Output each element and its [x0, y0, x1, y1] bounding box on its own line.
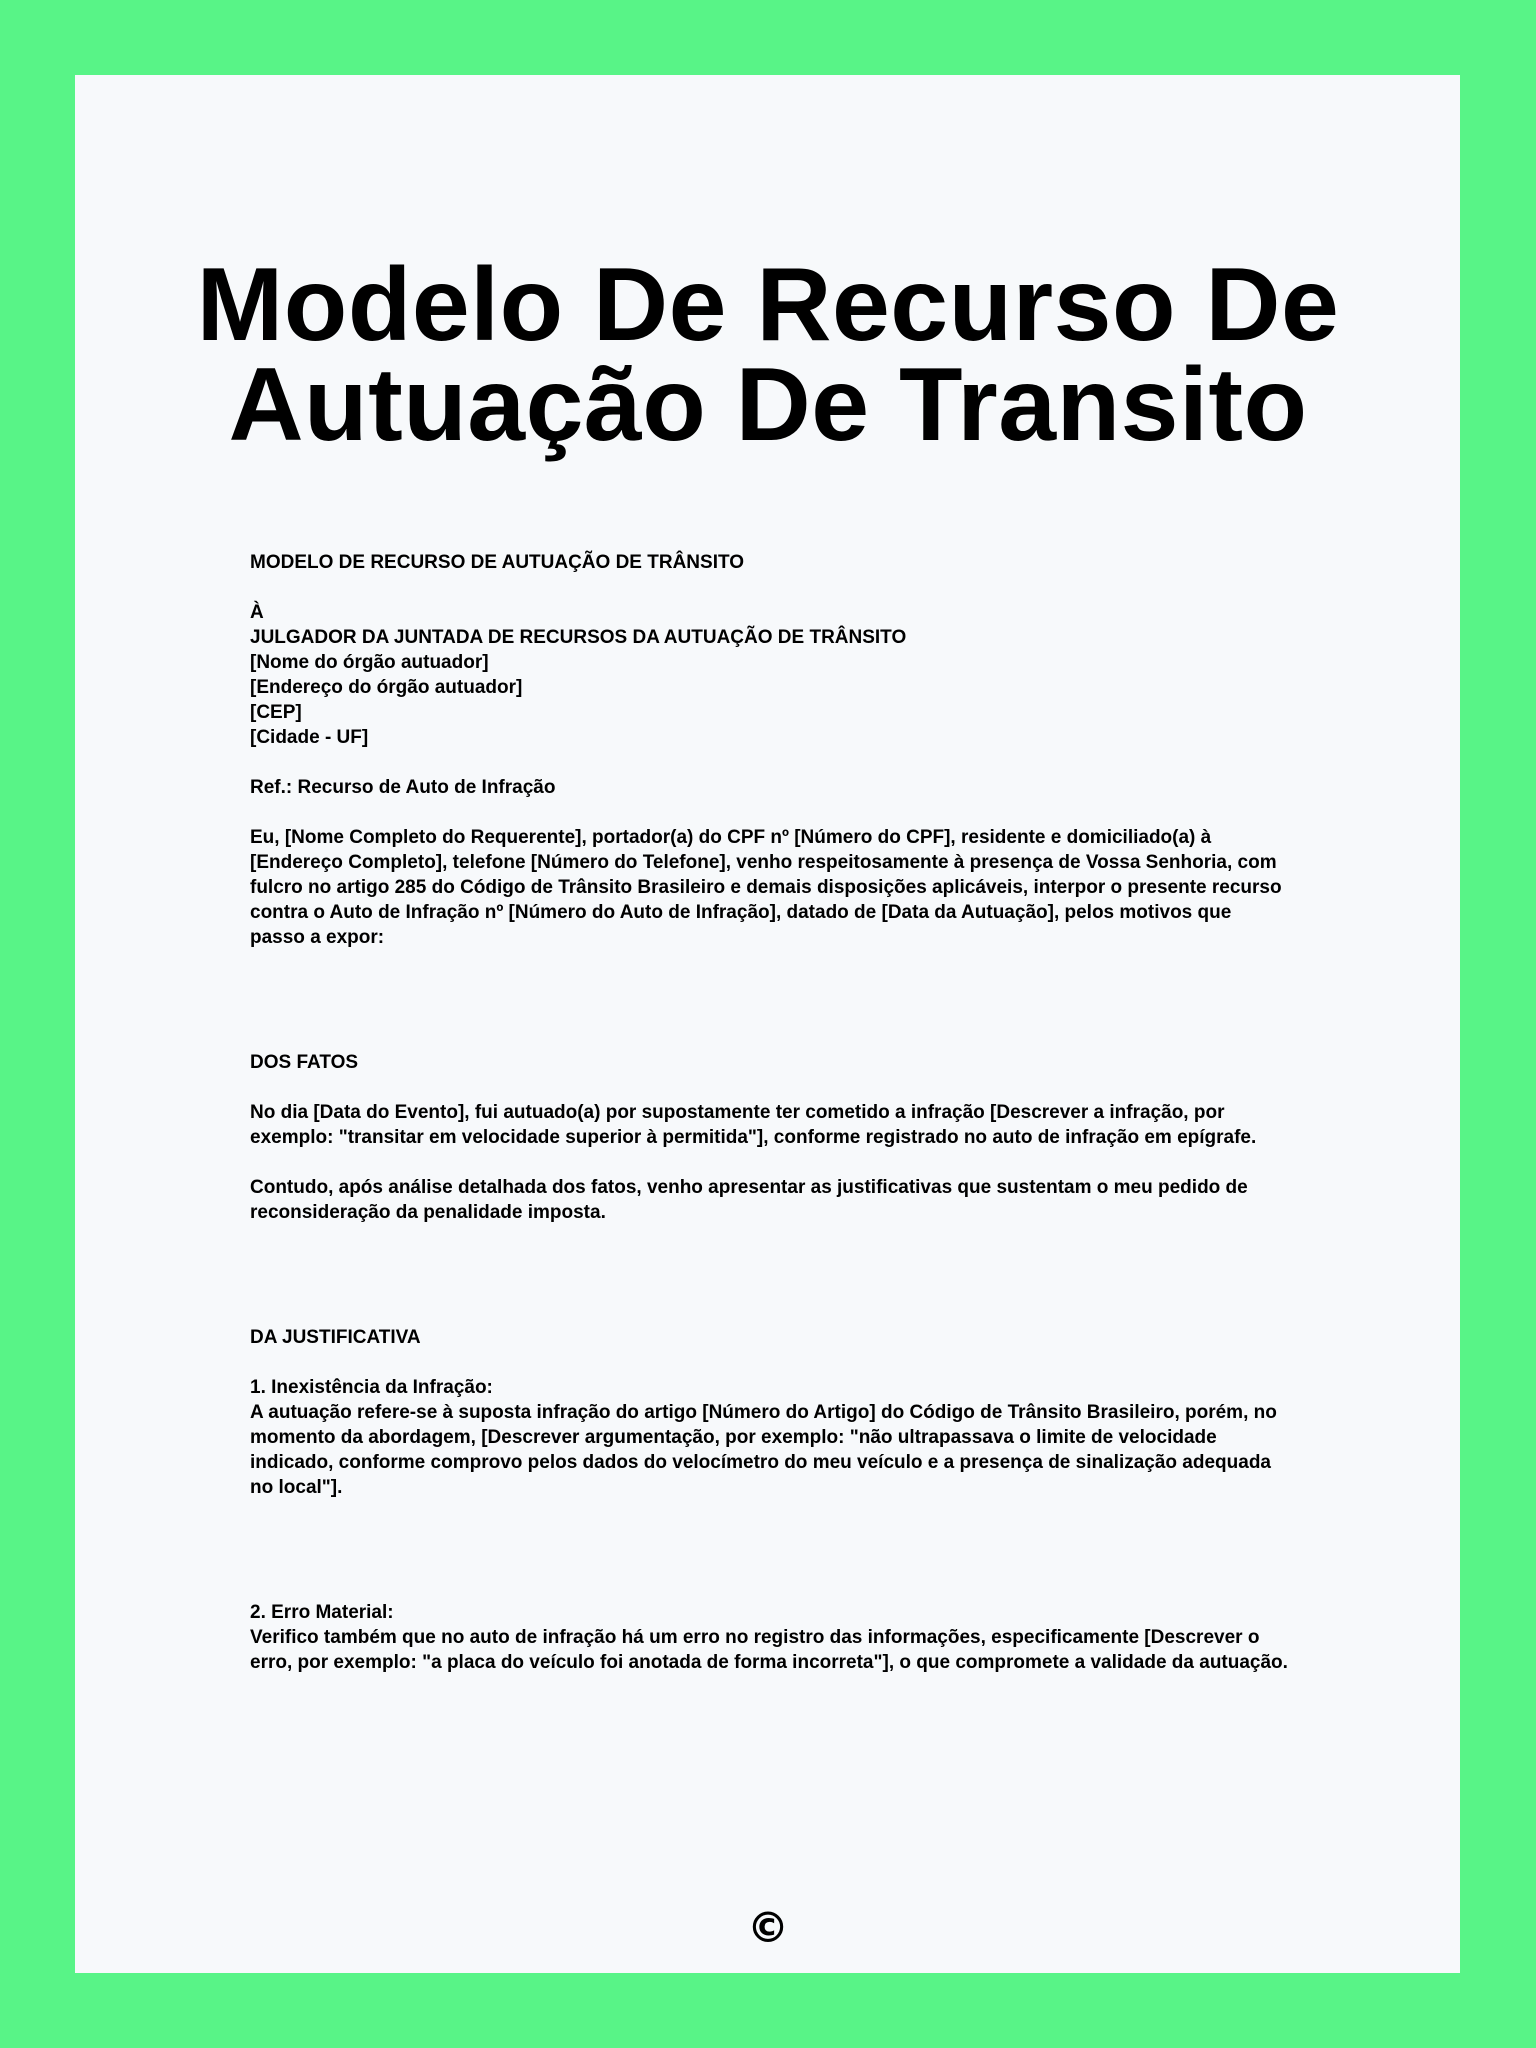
document-heading: MODELO DE RECURSO DE AUTUAÇÃO DE TRÂNSITO [250, 552, 745, 573]
copyright-icon: © [747, 1903, 789, 1952]
justification-item-1-title: 1. Inexistência da Infração: [250, 1377, 493, 1398]
addressee-city: [Cidade - UF] [250, 727, 369, 748]
title-line-1: Modelo De Recurso De [196, 247, 1340, 363]
spacer [250, 1350, 1290, 1375]
facts-paragraph-1: No dia [Data do Evento], fui autuado(a) por supostamente ter cometido a infração [Descrever a infração, por exemplo: "transitar em velocidade superior à permitida"], conforme registrado no auto de infração em epígrafe. [250, 1102, 1257, 1148]
spacer [250, 950, 1290, 1050]
justification-item-2-title: 2. Erro Material: [250, 1602, 394, 1623]
document-title [0, 247, 1536, 463]
justification-item-2-text: Verifico também que no auto de infração há um erro no registro das informações, especificamente [Descrever o erro, por exemplo: "a placa do veículo foi anotada de forma incorreta"], o que compromete a validade da autuação. [250, 1627, 1288, 1673]
reference-line: Ref.: Recurso de Auto de Infração [250, 777, 556, 798]
spacer [250, 800, 1290, 825]
justification-item-1-text: A autuação refere-se à suposta infração do artigo [Número do Artigo] do Código de Trânsito Brasileiro, porém, no momento da abordagem, [Descrever argumentação, por exemplo: "não ultrapassava o limite de velocidade indicado, conforme comprovo pelos dados do velocímetro do meu veículo e a presença de sinalização adequada no local"]. [250, 1402, 1277, 1498]
addressee-cep: [CEP] [250, 702, 302, 723]
spacer [250, 1150, 1290, 1175]
spacer [250, 750, 1290, 775]
addressee-recipient: JULGADOR DA JUNTADA DE RECURSOS DA AUTUAÇÃO DE TRÂNSITO [250, 627, 907, 648]
title-line-2: Autuação De Transito [228, 347, 1308, 463]
document-body [250, 550, 1290, 1675]
addressee-org-address: [Endereço do órgão autuador] [250, 677, 523, 698]
addressee-org-name: [Nome do órgão autuador] [250, 652, 489, 673]
spacer [250, 1225, 1290, 1325]
intro-paragraph: Eu, [Nome Completo do Requerente], portador(a) do CPF nº [Número do CPF], residente e domiciliado(a) à [Endereço Completo], telefone [Número do Telefone], venho respeitosamente à presença de Vossa Senhoria, com fulcro no artigo 285 do Código de Trânsito Brasileiro e demais disposições aplicáveis, interpor o presente recurso contra o Auto de Infração nº [Número do Auto de Infração], datado de [Data da Autuação], pelos motivos que passo a expor: [250, 827, 1282, 948]
facts-paragraph-2: Contudo, após análise detalhada dos fatos, venho apresentar as justificativas que sustentam o meu pedido de reconsideração da penalidade imposta. [250, 1177, 1248, 1223]
spacer [250, 1075, 1290, 1100]
facts-heading: DOS FATOS [250, 1052, 359, 1073]
spacer [250, 575, 1290, 600]
justification-heading: DA JUSTIFICATIVA [250, 1327, 421, 1348]
addressee-prefix: À [250, 602, 264, 623]
spacer [250, 1500, 1290, 1600]
